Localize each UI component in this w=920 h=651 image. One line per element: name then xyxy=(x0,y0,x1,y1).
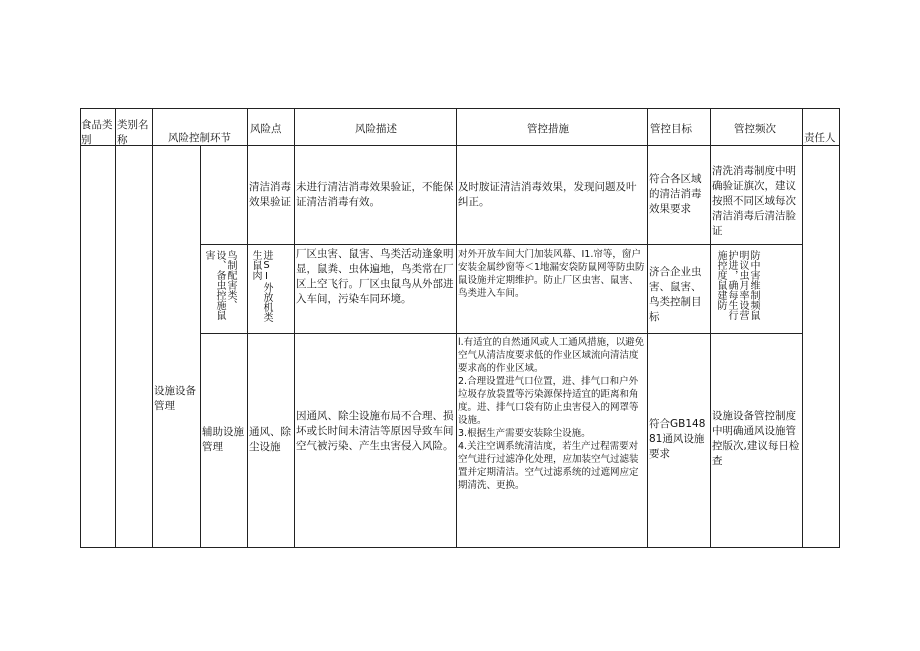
body-owner-col xyxy=(802,145,840,548)
row2-freq-text: 防中害维制频鼠明议虫月率设营护进，确每生行施控度鼠建防 xyxy=(715,250,759,320)
header-risk-link: 风险控制环节 xyxy=(168,132,231,144)
row1-freq: 清洗消毒制度中明确验证旗次，建议按照不同区域每次清洁消毒后清洁脸证 xyxy=(712,165,796,237)
header-measures: 管控措施 xyxy=(527,123,569,135)
header-risk-point: 风险点 xyxy=(250,123,282,135)
body-category-name-col xyxy=(115,145,153,548)
row3-point: 通风、除尘设施 xyxy=(249,426,291,453)
header-owner: 责任人 xyxy=(804,132,836,144)
row2-goal: 济合企业虫害、鼠害、鸟类控制目标 xyxy=(649,266,702,323)
row1-desc: 未进行清洁消毒效果验证，不能保证清洁消毒有效。 xyxy=(296,181,454,208)
row1-sub-cell xyxy=(200,145,248,245)
header-risk-desc: 风险描述 xyxy=(355,123,397,135)
row3-desc: 因通风、除尘设施布局不合理、损坏或长时间未清洁等原因导致车间空气被污染、产生虫害侵入风险。 xyxy=(296,410,454,452)
header-category-name: 类别名称 xyxy=(117,119,149,146)
row3-freq: 设施设备管控制度中明确通风设施管控版次,建议每日检查 xyxy=(712,410,800,467)
header-frequency: 管控频次 xyxy=(734,123,776,135)
risk-link-main-cell xyxy=(152,145,201,548)
row2-desc: 厂区虫害、鼠害、鸟类活动逢象明显，鼠粪、虫体遍地，鸟类常在厂区上空飞行。厂区虫鼠鸟从外部进入车间，污染车同环境。 xyxy=(296,248,454,305)
row1-measure: 及时胺证清洁消毒效果，发现问题及叶纠正。 xyxy=(458,181,637,208)
header-goal: 管控目标 xyxy=(650,123,692,135)
header-food-category: 食品类别 xyxy=(81,119,113,146)
risk-link-main: 设施设备管理 xyxy=(154,385,196,412)
row3-goal: 符合GB14881通风设施要求 xyxy=(649,418,706,460)
row2-point-text: 进SI外放机类生鼠肉 xyxy=(250,250,272,322)
row2-sub-text: 鸟制配害类、设、备虫控施鼠害 xyxy=(203,250,236,320)
row1-goal: 符合各区域的清洁消毒效果要求 xyxy=(649,173,702,215)
body-food-category-col xyxy=(80,145,116,548)
row2-measure: 对外开放车间大门加装风幕、I1.帘等，窗户安装金属纱窗等＜1地漏安袋防鼠网等防虫防鼠设施并定期维护。防止厂区虫害、鼠害、鸟类进入车间。 xyxy=(458,249,645,299)
row3-sub: 辅助设施管理 xyxy=(202,426,244,453)
row3-measure: l.有适宜的自然通风或人工通风措施，以避免空气从清洁度要求低的作业区域流向清洁度要求高的作业区域。 2.合理设置进气口位置，进、排气口和户外垃圾存放袋置等污染源保持适宜的距离和角度。进、排气口袋有防止虫害侵入的网罩等设施。 3.根据生产需要安装除尘设施。 4.关注空调系统清洁度，若生产过程需要对空气进行过滤净化处理，应加装空气过滤装置并定期清洁。空气过滤系统的过遮网应定期清洗、更换。 xyxy=(458,337,645,491)
row1-point: 清洁消毒效果验证 xyxy=(249,181,291,208)
